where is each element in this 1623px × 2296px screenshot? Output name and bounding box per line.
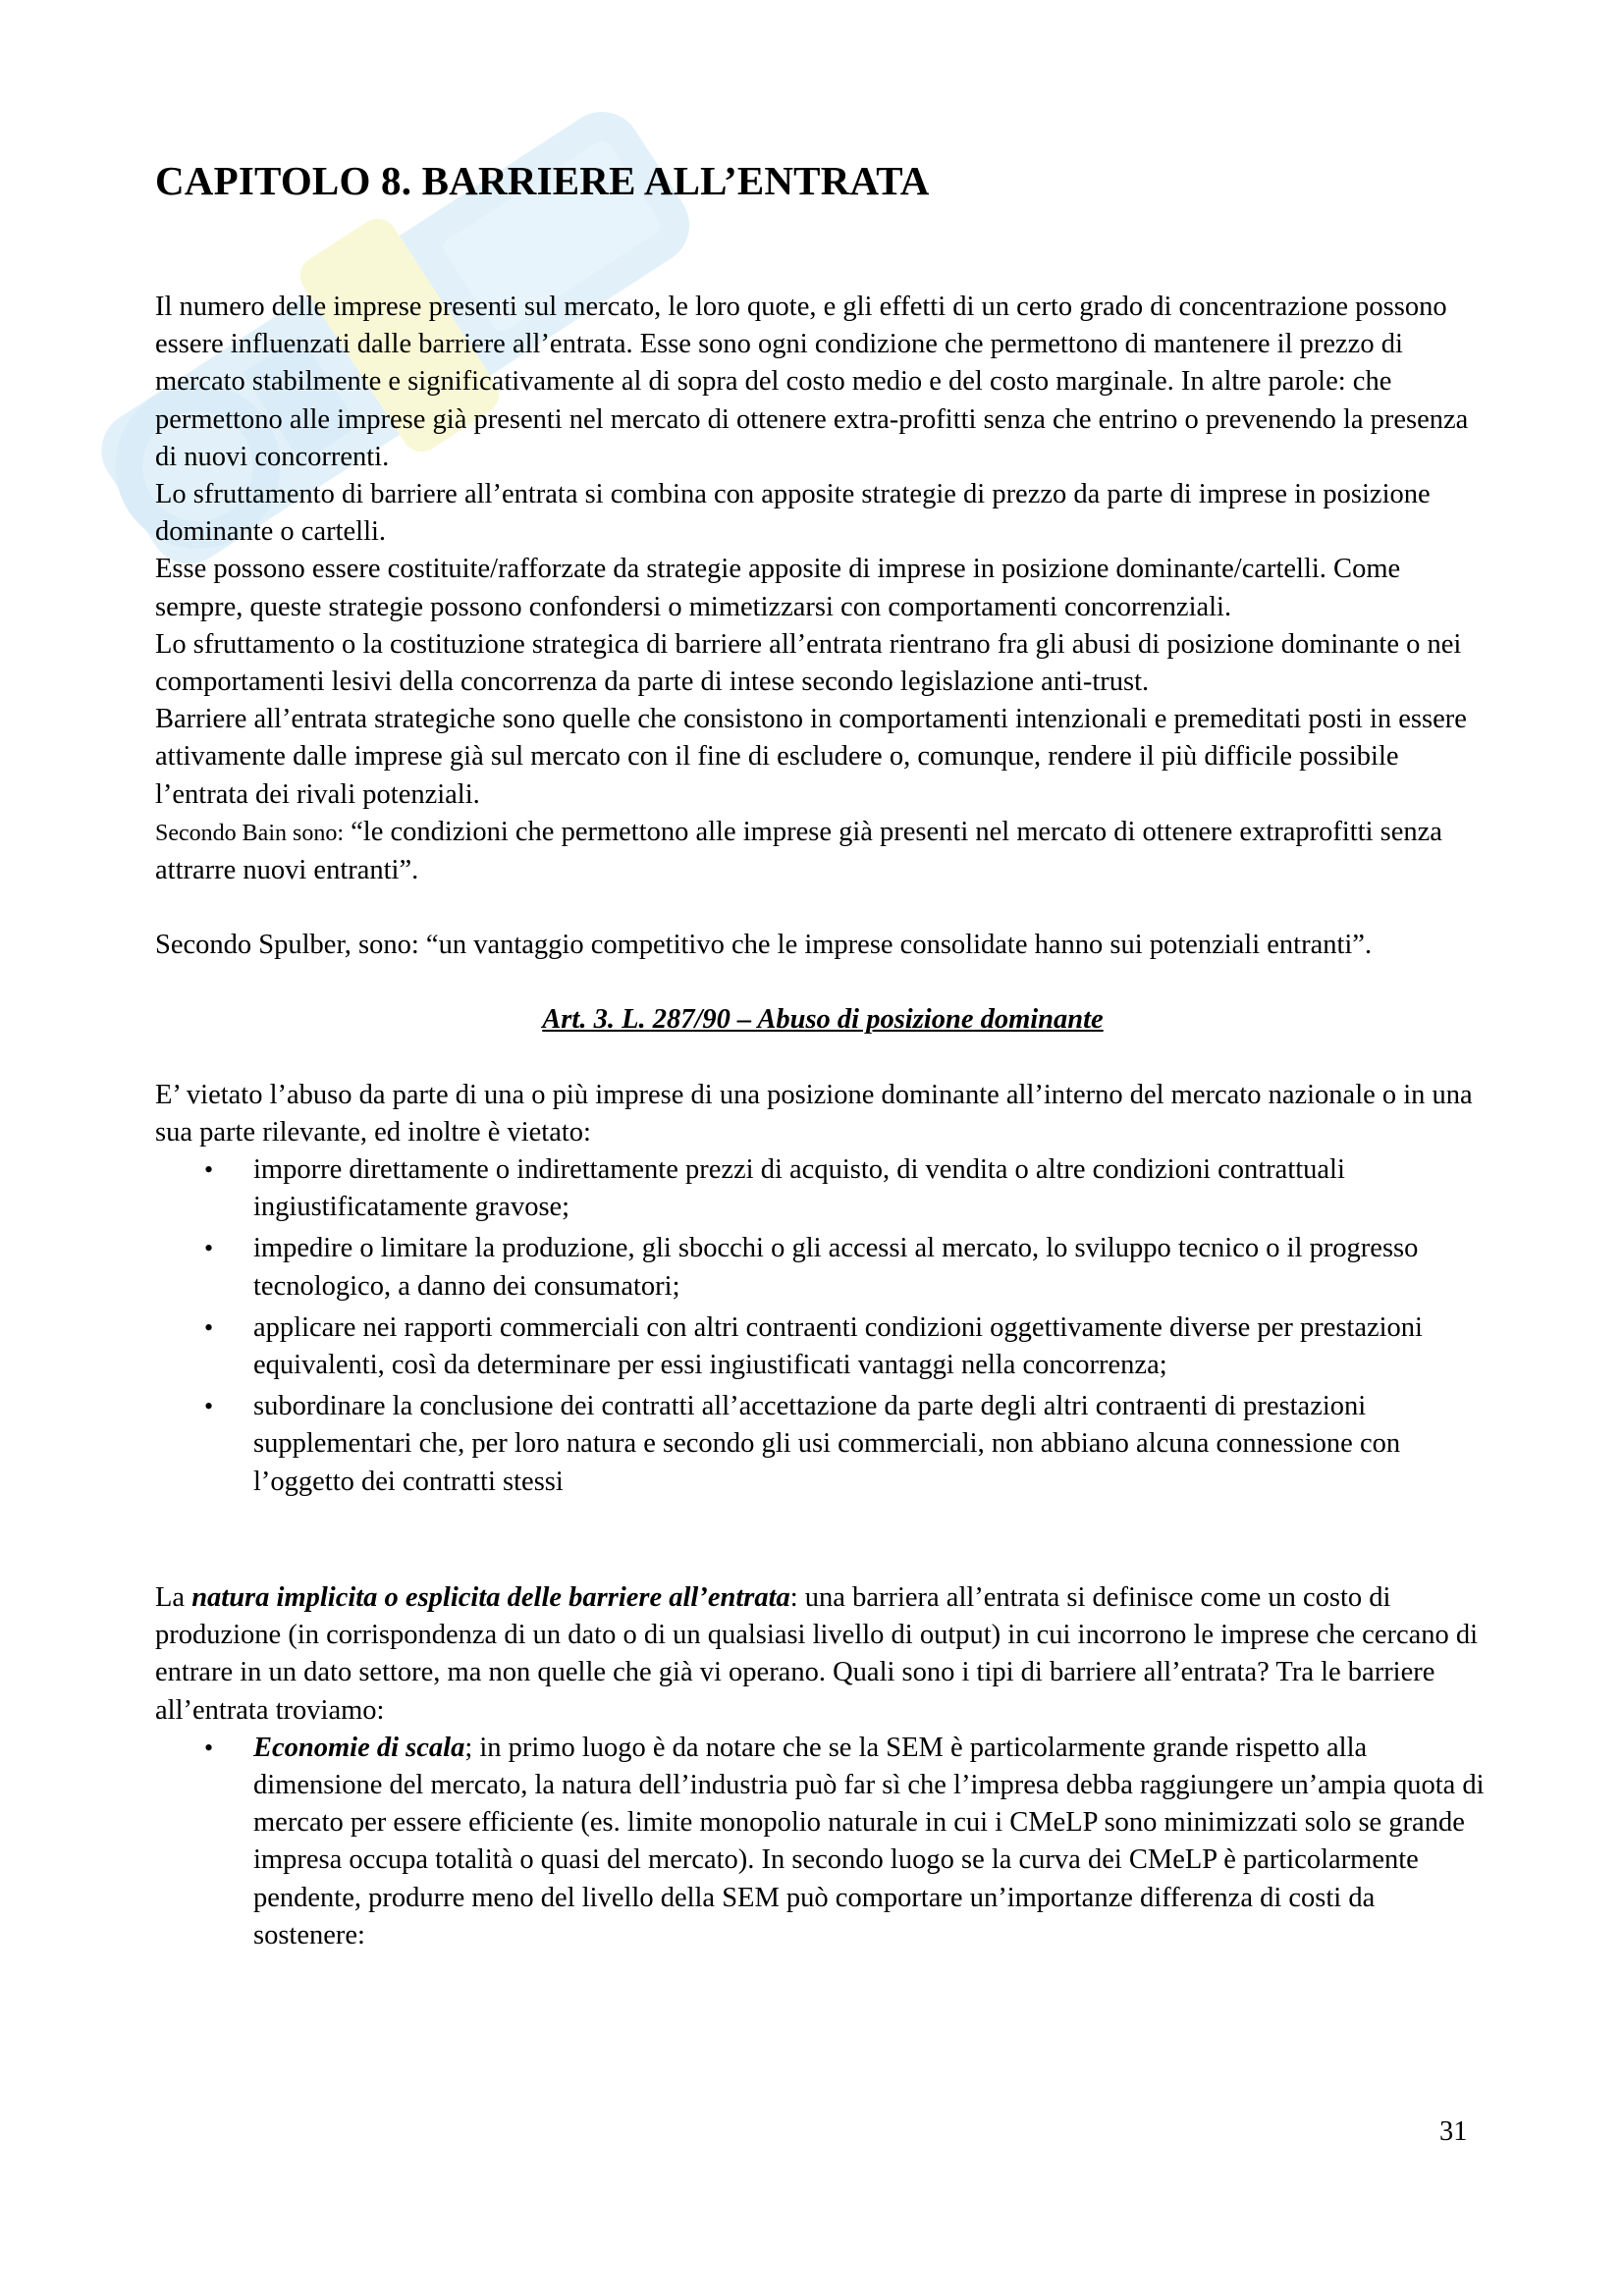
bain-quote: “le condizioni che permettono alle imprese già presenti nel mercato di ottenere extraprofitti senza attrarre nuovi entranti”. bbox=[155, 816, 1442, 886]
bullet-icon: • bbox=[204, 1733, 214, 1762]
document-page bbox=[155, 157, 1490, 1958]
intro-paragraph-4: Lo sfruttamento o la costituzione strategica di barriere all’entrata rientrano fra gli abusi di posizione dominante o nei comportamenti lesivi della concorrenza da parte di intese secondo legislazione anti-trust. bbox=[155, 628, 1462, 698]
list-item bbox=[204, 1730, 1490, 1954]
page-number: 31 bbox=[1439, 2116, 1468, 2147]
bain-lead: Secondo Bain sono: bbox=[155, 820, 344, 846]
barrier-title: Economie di scala bbox=[253, 1732, 465, 1763]
bullet-icon: • bbox=[204, 1234, 214, 1263]
bullet-icon: • bbox=[204, 1312, 214, 1342]
nature-pre: La bbox=[155, 1581, 192, 1613]
nature-post: : una barriera all’entrata si definisce come un costo di produzione (in corrispondenza di un dato o di un qualsiasi livello di output) in cui incorrono le imprese che cercano di entrare in un dato settore, ma non quelle che già vi operano. Quali sono i tipi di barriere all’entrata? Tra le barriere all’entrata troviamo: bbox=[155, 1581, 1479, 1726]
list-item bbox=[204, 1309, 1490, 1384]
article-list bbox=[155, 1151, 1490, 1501]
nature-emphasis: natura implicita o esplicita delle barriere all’entrata bbox=[191, 1581, 790, 1613]
list-item bbox=[204, 1151, 1490, 1226]
intro-paragraph-bain bbox=[155, 814, 1490, 889]
barrier-text: ; in primo luogo è da notare che se la SEM è particolarmente grande rispetto alla dimensione del mercato, la natura dell’industria può far sì che l’impresa debba raggiungere un’ampia quota di mercato per essere efficiente (es. limite monopolio naturale in cui i CMeLP sono minimizzati solo se grande impresa occupa totalità o quasi del mercato). In secondo luogo se la curva dei CMeLP è particolarmente pendente, produrre meno del livello della SEM può comportare un’importanze differenza di costi da sostenere: bbox=[253, 1732, 1485, 1950]
intro-paragraph-1: Il numero delle imprese presenti sul mercato, le loro quote, e gli effetti di un certo grado di concentrazione possono essere influenzati dalle barriere all’entrata. Esse sono ogni condizione che permettono di mantenere il prezzo di mercato stabilmente e significativamente al di sopra del costo medio e del costo marginale. In altre parole: che permettono alle imprese già presenti nel mercato di ottenere extra-profitti senza che entrino o prevenendo la presenza di nuovi concorrenti. bbox=[155, 292, 1469, 472]
list-item-text: impedire o limitare la produzione, gli sbocchi o gli accessi al mercato, lo sviluppo tecnico o il progresso tecnologico, a danno dei consumatori; bbox=[253, 1233, 1419, 1302]
chapter-heading: CAPITOLO 8. BARRIERE ALL’ENTRATA bbox=[155, 158, 930, 203]
barriers-list bbox=[155, 1730, 1490, 1954]
list-item-text: subordinare la conclusione dei contratti all’accettazione da parte degli altri contraenti di prestazioni supplementari che, per loro natura e secondo gli usi commerciali, non abbiano alcuna connessione con l’oggetto dei contratti stessi bbox=[253, 1391, 1401, 1497]
bullet-icon: • bbox=[204, 1155, 214, 1185]
list-item bbox=[204, 1388, 1490, 1501]
bullet-icon: • bbox=[204, 1392, 214, 1421]
nature-paragraph bbox=[155, 1579, 1490, 1730]
list-item-text: applicare nei rapporti commerciali con altri contraenti condizioni oggettivamente diverse per prestazioni equivalenti, così da determinare per essi ingiustificati vantaggi nella concorrenza; bbox=[253, 1311, 1423, 1381]
intro-paragraph-spulber: Secondo Spulber, sono: “un vantaggio competitivo che le imprese consolidate hanno sui potenziali entranti”. bbox=[155, 930, 1373, 961]
list-item-text: imporre direttamente o indirettamente prezzi di acquisto, di vendita o altre condizioni contrattuali ingiustificatamente gravose; bbox=[253, 1154, 1345, 1223]
article-title: Art. 3. L. 287/90 – Abuso di posizione dominante bbox=[542, 1004, 1104, 1036]
list-item bbox=[204, 1230, 1490, 1305]
intro-paragraph-3: Esse possono essere costituite/rafforzate da strategie apposite di imprese in posizione dominante/cartelli. Come sempre, queste strategie possono confondersi o mimetizzarsi con comportamenti concorrenziali. bbox=[155, 554, 1401, 622]
article-lead: E’ vietato l’abuso da parte di una o più imprese di una posizione dominante all’interno del mercato nazionale o in una sua parte rilevante, ed inoltre è vietato: bbox=[155, 1079, 1473, 1148]
intro-paragraph-2: Lo sfruttamento di barriere all’entrata si combina con apposite strategie di prezzo da parte di imprese in posizione dominante o cartelli. bbox=[155, 479, 1431, 548]
intro-paragraph-5: Barriere all’entrata strategiche sono quelle che consistono in comportamenti intenzionali e premeditati posti in essere attivamente dalle imprese già sul mercato con il fine di escludere o, comunque, rendere il più difficile possibile l’entrata dei rivali potenziali. bbox=[155, 704, 1467, 810]
